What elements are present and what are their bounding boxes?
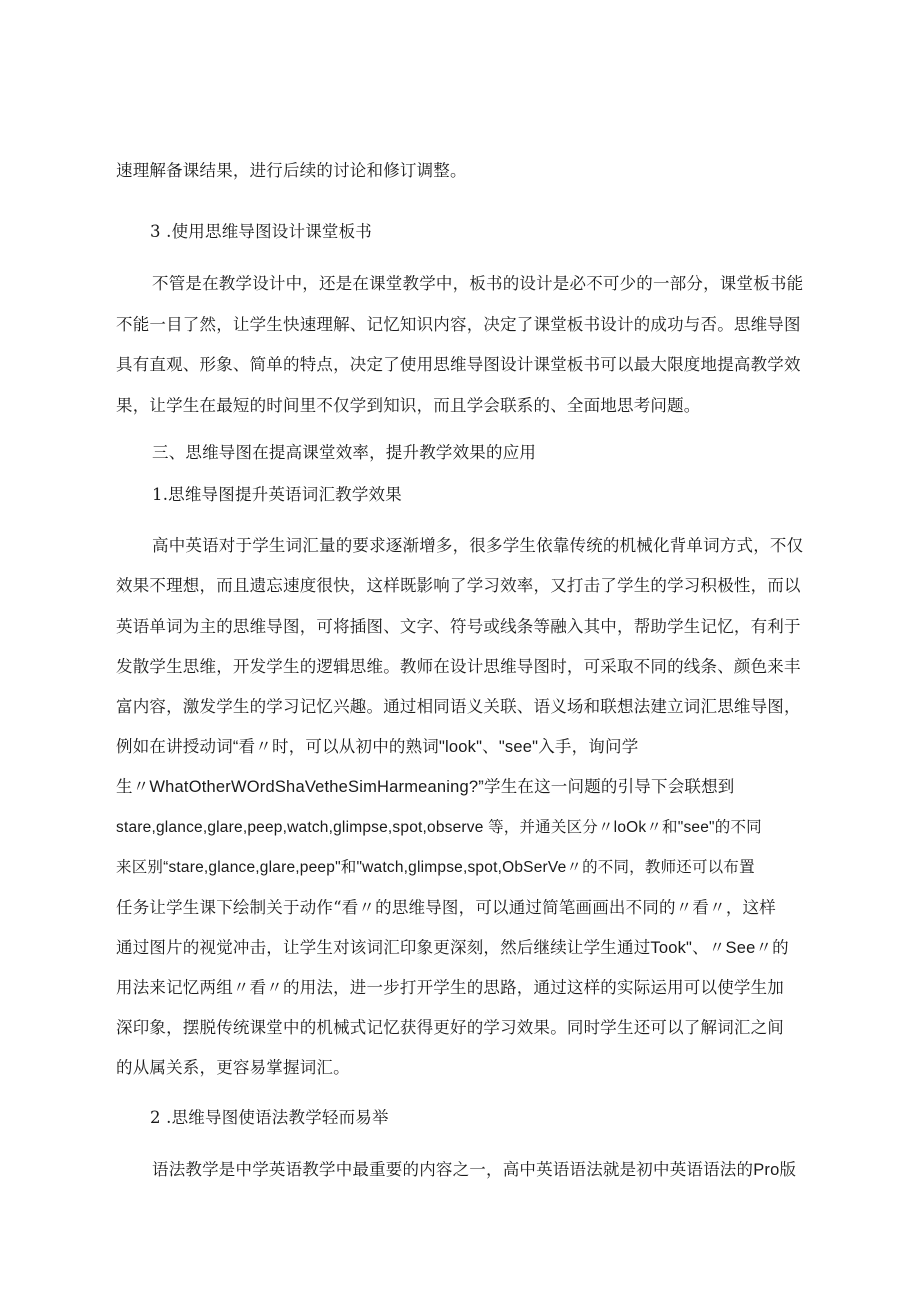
- text-line: 深印象，摆脱传统课堂中的机械式记忆获得更好的学习效果。同时学生还可以了解词汇之间: [116, 1018, 784, 1037]
- text-line: 语法教学是中学英语教学中最重要的内容之一，高中英语语法就是初中英语语法的Pro版: [152, 1161, 797, 1179]
- section-heading: 2 .思维导图使语法教学轻而易举: [150, 1108, 389, 1127]
- section-heading: 3 .使用思维导图设计课堂板书: [150, 222, 372, 241]
- text-line: 的从属关系，更容易掌握词汇。: [116, 1058, 350, 1077]
- text-line: 速理解备课结果，进行后续的讨论和修订调整。: [116, 161, 467, 180]
- text-line: 例如在讲授动词“看〃时，可以从初中的熟词"look"、"see"入手，询问学: [116, 738, 639, 756]
- section-heading: 1.思维导图提升英语词汇教学效果: [152, 485, 402, 504]
- text-line: 富内容，激发学生的学习记忆兴趣。通过相同语义关联、语义场和联想法建立词汇思维导图，: [116, 697, 801, 716]
- text-line: 通过图片的视觉冲击，让学生对该词汇印象更深刻，然后继续让学生通过Took"、〃See〃的: [116, 939, 789, 957]
- text-line: 具有直观、形象、简单的特点，决定了使用思维导图设计课堂板书可以最大限度地提高教学效: [116, 355, 801, 374]
- text-line: 发散学生思维，开发学生的逻辑思维。教师在设计思维导图时，可采取不同的线条、颜色来丰: [116, 657, 801, 676]
- text-line: 生〃WhatOtherWOrdShaVetheSimHarmeaning?”学生在这一问题的引导下会联想到: [116, 778, 735, 796]
- text-line: 用法来记忆两组〃看〃的用法，进一步打开学生的思路，通过这样的实际运用可以使学生加: [116, 978, 784, 997]
- text-line: 不管是在教学设计中，还是在课堂教学中，板书的设计是必不可少的一部分，课堂板书能: [152, 274, 804, 293]
- text-line: 任务让学生课下绘制关于动作“看〃的思维导图，可以通过简笔画画出不同的〃看〃，这样: [116, 898, 776, 917]
- text-line: 英语单词为主的思维导图，可将插图、文字、符号或线条等融入其中，帮助学生记忆，有利于: [116, 617, 801, 636]
- chapter-heading: 三、思维导图在提高课堂效率，提升教学效果的应用: [152, 443, 537, 462]
- text-line: 来区别“stare,glance,glare,peep"和"watch,glimpse,spot,ObSerVe〃的不同，教师还可以布置: [116, 859, 755, 876]
- text-line: 不能一目了然，让学生快速理解、记忆知识内容，决定了课堂板书设计的成功与否。思维导图: [116, 315, 801, 334]
- text-line: 效果不理想，而且遗忘速度很快，这样既影响了学习效率，又打击了学生的学习积极性，而以: [116, 576, 801, 595]
- text-line: stare,glance,glare,peep,watch,glimpse,spot,observe 等，并通关区分〃loOk〃和"see"的不同: [116, 819, 762, 836]
- text-line: 果，让学生在最短的时间里不仅学到知识，而且学会联系的、全面地思考问题。: [116, 396, 701, 415]
- text-line: 高中英语对于学生词汇量的要求逐渐增多，很多学生依靠传统的机械化背单词方式，不仅: [152, 536, 804, 555]
